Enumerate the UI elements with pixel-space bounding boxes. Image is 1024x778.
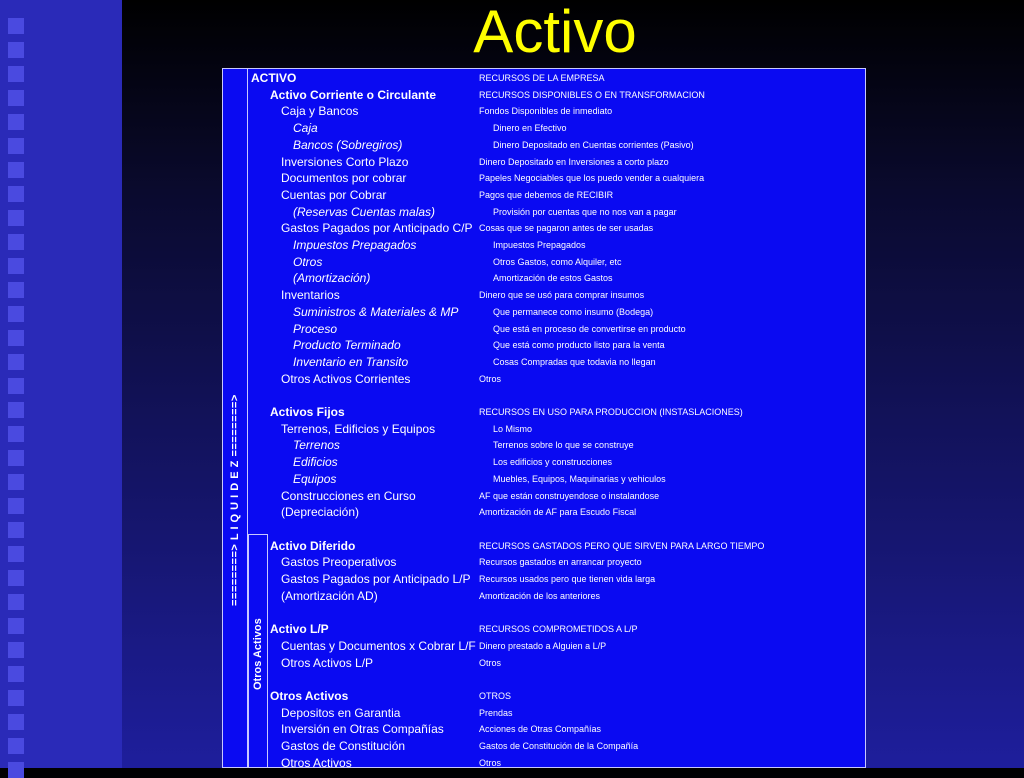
table-row bbox=[223, 137, 863, 153]
decorative-square bbox=[8, 402, 24, 418]
table-row bbox=[223, 337, 863, 353]
decorative-square bbox=[8, 186, 24, 202]
table-row bbox=[223, 170, 863, 186]
decorative-square bbox=[8, 258, 24, 274]
item-label: Proceso bbox=[293, 321, 338, 336]
decorative-square bbox=[8, 66, 24, 82]
table-row bbox=[223, 454, 863, 470]
item-label: Documentos por cobrar bbox=[281, 171, 407, 186]
decorative-square bbox=[8, 162, 24, 178]
item-description: AF que están construyendose o instalandose bbox=[479, 490, 660, 501]
item-label: Otros Activos bbox=[270, 688, 349, 703]
table-row bbox=[223, 404, 863, 420]
item-description: Que está como producto listo para la venta bbox=[493, 340, 665, 351]
table-row bbox=[223, 521, 863, 537]
item-label: Depositos en Garantia bbox=[281, 705, 401, 720]
table-row bbox=[223, 488, 863, 504]
item-description: Otros bbox=[479, 657, 502, 668]
table-row bbox=[223, 437, 863, 453]
decorative-square bbox=[8, 378, 24, 394]
decorative-square bbox=[8, 738, 24, 754]
table-row bbox=[223, 371, 863, 387]
item-description: Papeles Negociables que los puedo vender a cualquiera bbox=[479, 173, 705, 184]
item-description: Dinero Depositado en Cuentas corrientes (Pasivo) bbox=[493, 139, 694, 150]
table-row bbox=[223, 638, 863, 654]
table-row bbox=[223, 120, 863, 136]
table-row bbox=[223, 421, 863, 437]
item-label: Cuentas y Documentos x Cobrar L/F bbox=[281, 638, 476, 653]
item-label: (Reservas Cuentas malas) bbox=[293, 204, 436, 219]
table-row bbox=[223, 588, 863, 604]
decorative-square bbox=[8, 330, 24, 346]
table-row bbox=[223, 538, 863, 554]
item-label: Edificios bbox=[293, 455, 338, 470]
table-row bbox=[223, 321, 863, 337]
decorative-strip bbox=[0, 0, 122, 768]
table-row bbox=[223, 254, 863, 270]
item-description: RECURSOS COMPROMETIDOS A L/P bbox=[479, 624, 638, 635]
decorative-square bbox=[8, 762, 24, 778]
item-label: Suministros & Materiales & MP bbox=[293, 304, 459, 319]
table-row bbox=[223, 287, 863, 303]
item-label: Otros Activos L/P bbox=[281, 655, 374, 670]
decorative-square bbox=[8, 498, 24, 514]
item-label: Construcciones en Curso bbox=[281, 488, 416, 503]
item-description: Gastos de Constitución de la Compañía bbox=[479, 741, 639, 751]
item-description: Cosas Compradas que todavia no llegan bbox=[493, 356, 656, 367]
item-description: RECURSOS DE LA EMPRESA bbox=[479, 73, 605, 83]
item-description: Fondos Disponibles de inmediato bbox=[479, 106, 613, 117]
table-row bbox=[223, 655, 863, 671]
item-label: Otros bbox=[293, 254, 323, 269]
item-description: Amortización de AF para Escudo Fiscal bbox=[479, 507, 637, 518]
item-label: Otros Activos Corrientes bbox=[281, 371, 411, 386]
table-row bbox=[223, 187, 863, 203]
decorative-square bbox=[8, 594, 24, 610]
item-description: Terrenos sobre lo que se construye bbox=[493, 440, 634, 451]
decorative-square bbox=[8, 90, 24, 106]
table-row bbox=[223, 154, 863, 170]
item-label: Inversión en Otras Compañías bbox=[281, 722, 444, 737]
item-description: Otros Gastos, como Alquiler, etc bbox=[493, 256, 622, 267]
item-description: Amortización de los anteriores bbox=[479, 590, 601, 601]
item-description: Dinero que se usó para comprar insumos bbox=[479, 290, 645, 301]
item-label: Terrenos, Edificios y Equipos bbox=[281, 421, 436, 436]
item-description: Acciones de Otras Compañías bbox=[479, 724, 602, 735]
item-description: RECURSOS EN USO PARA PRODUCCION (INSTASLACIONES) bbox=[479, 407, 743, 417]
decorative-square bbox=[8, 570, 24, 586]
item-description: Los edificios y construcciones bbox=[493, 457, 613, 468]
decorative-square bbox=[8, 546, 24, 562]
item-label: (Amortización AD) bbox=[281, 588, 378, 603]
decorative-square bbox=[8, 642, 24, 658]
table-row bbox=[223, 387, 863, 403]
otros-activos-label: Otros Activos bbox=[252, 618, 264, 690]
table-row bbox=[223, 688, 863, 704]
decorative-square bbox=[8, 618, 24, 634]
decorative-square bbox=[8, 450, 24, 466]
item-label: Impuestos Prepagados bbox=[293, 238, 417, 252]
item-description: Que está en proceso de convertirse en producto bbox=[493, 323, 686, 334]
table-row bbox=[223, 471, 863, 487]
item-description: Muebles, Equipos, Maquinarias y vehiculos bbox=[493, 473, 666, 484]
item-label: Gastos Pagados por Anticipado L/P bbox=[281, 572, 471, 586]
decorative-square bbox=[8, 234, 24, 250]
table-row bbox=[223, 354, 863, 370]
item-description: RECURSOS GASTADOS PERO QUE SIRVEN PARA LARGO TIEMPO bbox=[479, 540, 765, 551]
item-label: Terrenos bbox=[293, 438, 340, 453]
table-row bbox=[223, 103, 863, 119]
decorative-square bbox=[8, 282, 24, 298]
decorative-square bbox=[8, 306, 24, 322]
table-row bbox=[223, 270, 863, 286]
decorative-square bbox=[8, 690, 24, 706]
table-row bbox=[223, 671, 863, 687]
decorative-square bbox=[8, 522, 24, 538]
item-description: Otros bbox=[479, 373, 502, 384]
liquidez-bar bbox=[222, 68, 248, 768]
table-row bbox=[223, 220, 863, 236]
table-row bbox=[223, 604, 863, 620]
asset-table bbox=[222, 68, 866, 768]
table-row bbox=[223, 621, 863, 637]
item-description: OTROS bbox=[479, 690, 512, 701]
table-row bbox=[223, 721, 863, 737]
item-label: Inventarios bbox=[281, 288, 340, 303]
table-row bbox=[223, 571, 863, 587]
item-label: Equipos bbox=[293, 471, 337, 486]
item-label: Gastos Pagados por Anticipado C/P bbox=[281, 221, 473, 236]
item-label: Gastos Preoperativos bbox=[281, 555, 397, 570]
item-description: Amortización de estos Gastos bbox=[493, 273, 613, 284]
table-row bbox=[223, 204, 863, 220]
item-label: Bancos (Sobregiros) bbox=[293, 137, 403, 152]
table-row bbox=[223, 554, 863, 570]
otros-activos-bar bbox=[248, 534, 268, 768]
table-row bbox=[223, 304, 863, 320]
item-label: Otros Activos bbox=[281, 755, 352, 770]
item-description: Recursos gastados en arrancar proyecto bbox=[479, 557, 642, 568]
decorative-square bbox=[8, 114, 24, 130]
item-label: Activo Diferido bbox=[270, 538, 356, 553]
table-row bbox=[223, 237, 863, 253]
table-row bbox=[223, 504, 863, 520]
item-label: Gastos de Constitución bbox=[281, 739, 406, 753]
item-label: Activos Fijos bbox=[270, 405, 345, 419]
item-label: Caja bbox=[293, 121, 318, 136]
item-description: Cosas que se pagaron antes de ser usadas bbox=[479, 223, 654, 234]
item-label: Inversiones Corto Plazo bbox=[281, 154, 409, 169]
item-description: Prendas bbox=[479, 707, 513, 718]
item-label: ACTIVO bbox=[251, 71, 297, 85]
item-description: Lo Mismo bbox=[493, 423, 533, 434]
decorative-square bbox=[8, 138, 24, 154]
item-label: (Amortización) bbox=[293, 271, 371, 286]
decorative-square bbox=[8, 210, 24, 226]
table-row bbox=[223, 87, 863, 103]
item-description: Pagos que debemos de RECIBIR bbox=[479, 189, 614, 200]
decorative-square bbox=[8, 474, 24, 490]
item-description: Recursos usados pero que tienen vida larga bbox=[479, 574, 656, 584]
table-row bbox=[223, 705, 863, 721]
liquidez-label: ========> L I Q U I D E Z ========> bbox=[229, 394, 241, 606]
item-description: Impuestos Prepagados bbox=[493, 240, 586, 250]
decorative-square bbox=[8, 714, 24, 730]
item-description: Dinero prestado a Alguien a L/P bbox=[479, 640, 607, 651]
decorative-square bbox=[8, 354, 24, 370]
item-description: Otros bbox=[479, 757, 502, 768]
decorative-square bbox=[8, 666, 24, 682]
item-description: Provisión por cuentas que no nos van a pagar bbox=[493, 206, 677, 217]
item-label: Producto Terminado bbox=[293, 338, 401, 353]
table-row bbox=[223, 755, 863, 771]
table-row bbox=[223, 70, 863, 86]
item-label: Activo L/P bbox=[270, 622, 329, 637]
item-label: (Depreciación) bbox=[281, 505, 360, 520]
item-description: Que permanece como insumo (Bodega) bbox=[493, 306, 654, 317]
item-label: Caja y Bancos bbox=[281, 104, 359, 119]
table-row bbox=[223, 738, 863, 754]
item-description: Dinero en Efectivo bbox=[493, 123, 567, 134]
item-label: Cuentas por Cobrar bbox=[281, 187, 387, 202]
decorative-square bbox=[8, 426, 24, 442]
slide-title: Activo bbox=[473, 0, 637, 65]
item-label: Inventario en Transito bbox=[293, 354, 409, 369]
item-description: RECURSOS DISPONIBLES O EN TRANSFORMACION bbox=[479, 89, 705, 100]
item-label: Activo Corriente o Circulante bbox=[270, 87, 437, 102]
item-description: Dinero Depositado en Inversiones a corto plazo bbox=[479, 156, 669, 167]
